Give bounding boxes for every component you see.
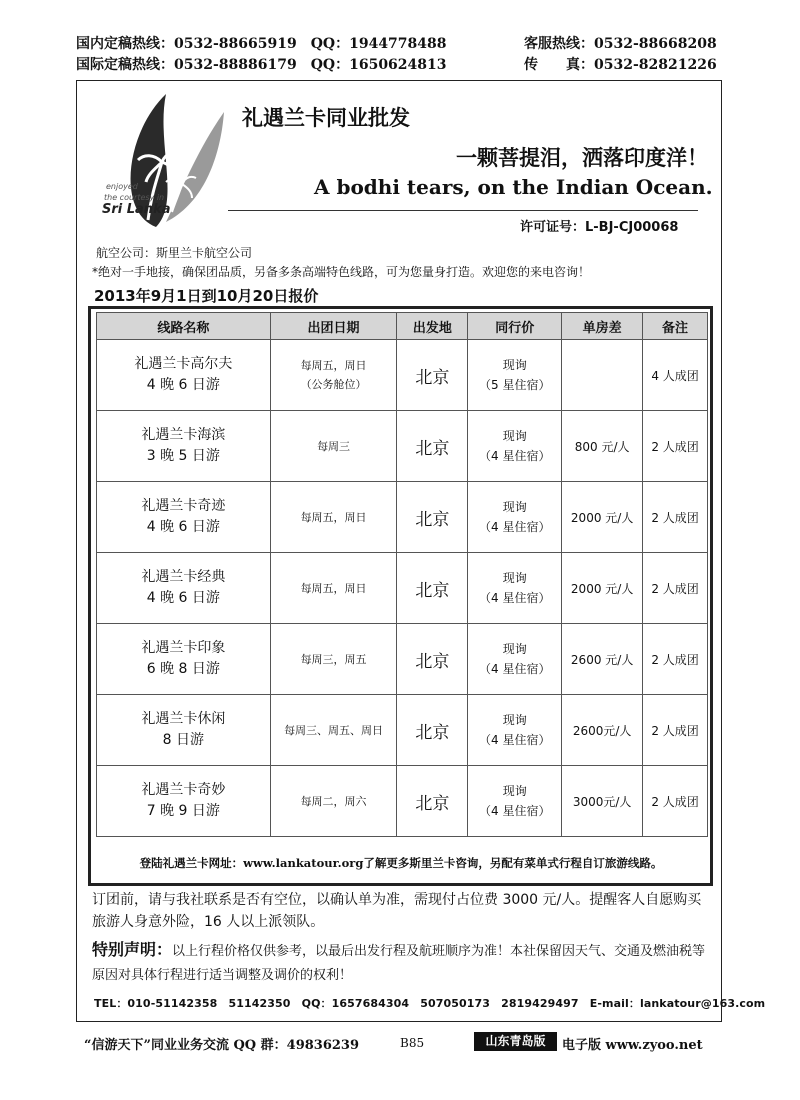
departure-date: 每周五，周日 （公务舱位） (270, 340, 397, 411)
trade-price: 现询 （4 星住宿） (468, 411, 562, 482)
departure-city: 北京 (397, 482, 468, 553)
route-name: 礼遇兰卡奇妙 7 晚 9 日游 (97, 766, 271, 837)
remark: 2 人成团 (643, 482, 708, 553)
footer-qq-group: “信游天下”同业业务交流 QQ 群：49836239 (84, 1038, 360, 1053)
header-single-supplement: 单房差 (562, 313, 643, 340)
single-supplement: 800 元/人 (562, 411, 643, 482)
departure-city: 北京 (397, 411, 468, 482)
logo-tagline-1: enjoyed (106, 182, 138, 191)
special-statement-text: 以上行程价格仅供参考，以最后出发行程及航班顺序为准！本社保留因天气、交通及燃油税等原因对具体行程进行适当调整及调价的权利！ (92, 944, 706, 983)
route-table (96, 312, 708, 837)
airline-info: 航空公司：斯里兰卡航空公司 (96, 246, 253, 260)
service-hotline: 客服热线：0532-88668208 (524, 36, 717, 52)
remark: 2 人成团 (643, 695, 708, 766)
service-note: *绝对一手地接，确保团品质，另备多条高端特色线路，可为您量身打造。欢迎您的来电咨询！ (92, 265, 591, 279)
remark: 2 人成团 (643, 553, 708, 624)
trade-price: 现询 （4 星住宿） (468, 624, 562, 695)
remark: 2 人成团 (643, 411, 708, 482)
table-row (97, 482, 708, 553)
single-supplement (562, 340, 643, 411)
header-departure-date: 出团日期 (270, 313, 397, 340)
divider (228, 210, 698, 211)
logo-tagline-2: the courtesy in (104, 193, 165, 202)
table-row (97, 695, 708, 766)
departure-date: 每周三、周五、周日 (270, 695, 397, 766)
header-departure-city: 出发地 (397, 313, 468, 340)
header-route-name: 线路名称 (97, 313, 271, 340)
edition-badge: 山东青岛版 (474, 1032, 557, 1051)
remark: 2 人成团 (643, 766, 708, 837)
departure-city: 北京 (397, 695, 468, 766)
header-trade-price: 同行价 (468, 313, 562, 340)
departure-city: 北京 (397, 340, 468, 411)
single-supplement: 2000 元/人 (562, 482, 643, 553)
page-number: B85 (400, 1036, 425, 1050)
special-statement (92, 938, 712, 988)
website-note: 登陆礼遇兰卡网址：www.lankatour.org了解更多斯里兰卡咨询，另配有菜单式行程自订旅游线路。 (139, 856, 663, 870)
table-row (97, 624, 708, 695)
ad-title: 礼遇兰卡同业批发 (242, 105, 410, 130)
international-hotline: 国际定稿热线：0532-88886179 QQ：1650624813 (76, 57, 447, 73)
domestic-hotline: 国内定稿热线：0532-88665919 QQ：1944778488 (76, 36, 447, 52)
departure-date: 每周五，周日 (270, 482, 397, 553)
route-name: 礼遇兰卡印象 6 晚 8 日游 (97, 624, 271, 695)
license-number: 许可证号：L-BJ-CJ00068 (520, 220, 679, 235)
remark: 2 人成团 (643, 624, 708, 695)
route-name: 礼遇兰卡经典 4 晚 6 日游 (97, 553, 271, 624)
route-table-frame (88, 306, 713, 886)
fax-number: 传 真：0532-82821226 (524, 57, 717, 73)
table-row (97, 340, 708, 411)
single-supplement: 2000 元/人 (562, 553, 643, 624)
price-period: 2013年9月1日到10月20日报价 (94, 287, 319, 305)
route-name: 礼遇兰卡海滨 3 晚 5 日游 (97, 411, 271, 482)
trade-price: 现询 （5 星住宿） (468, 340, 562, 411)
departure-city: 北京 (397, 553, 468, 624)
departure-date: 每周五，周日 (270, 553, 397, 624)
trade-price: 现询 （4 星住宿） (468, 695, 562, 766)
remark: 4 人成团 (643, 340, 708, 411)
route-name: 礼遇兰卡奇迹 4 晚 6 日游 (97, 482, 271, 553)
table-row (97, 766, 708, 837)
route-name: 礼遇兰卡休闲 8 日游 (97, 695, 271, 766)
table-row (97, 553, 708, 624)
trade-price: 现询 （4 星住宿） (468, 482, 562, 553)
logo-brand: Sri Lanka (102, 202, 171, 217)
table-row (97, 411, 708, 482)
contact-info: TEL：010-51142358 51142350 QQ：1657684304 507050173 2819429497 E-mail：lankatour@163.com (94, 997, 766, 1010)
departure-date: 每周三，周五 (270, 624, 397, 695)
booking-terms: 订团前，请与我社联系是否有空位，以确认单为准，需现付占位费 3000 元/人。提醒客人自愿购买旅游人身意外险，16 人以上派领队。 (92, 892, 702, 930)
single-supplement: 3000元/人 (562, 766, 643, 837)
departure-city: 北京 (397, 766, 468, 837)
special-statement-label: 特别声明： (92, 940, 173, 959)
header-remarks: 备注 (643, 313, 708, 340)
trade-price: 现询 （4 星住宿） (468, 766, 562, 837)
route-name: 礼遇兰卡高尔夫 4 晚 6 日游 (97, 340, 271, 411)
single-supplement: 2600元/人 (562, 695, 643, 766)
table-header-row (97, 313, 708, 340)
departure-city: 北京 (397, 624, 468, 695)
departure-date: 每周三 (270, 411, 397, 482)
departure-date: 每周二，周六 (270, 766, 397, 837)
footer-website: 电子版 www.zyoo.net (562, 1038, 703, 1053)
single-supplement: 2600 元/人 (562, 624, 643, 695)
slogan-english: A bodhi tears, on the Indian Ocean. (314, 175, 713, 199)
sri-lanka-logo (96, 92, 226, 232)
trade-price: 现询 （4 星住宿） (468, 553, 562, 624)
slogan-chinese: 一颗菩提泪，洒落印度洋！ (456, 145, 708, 170)
